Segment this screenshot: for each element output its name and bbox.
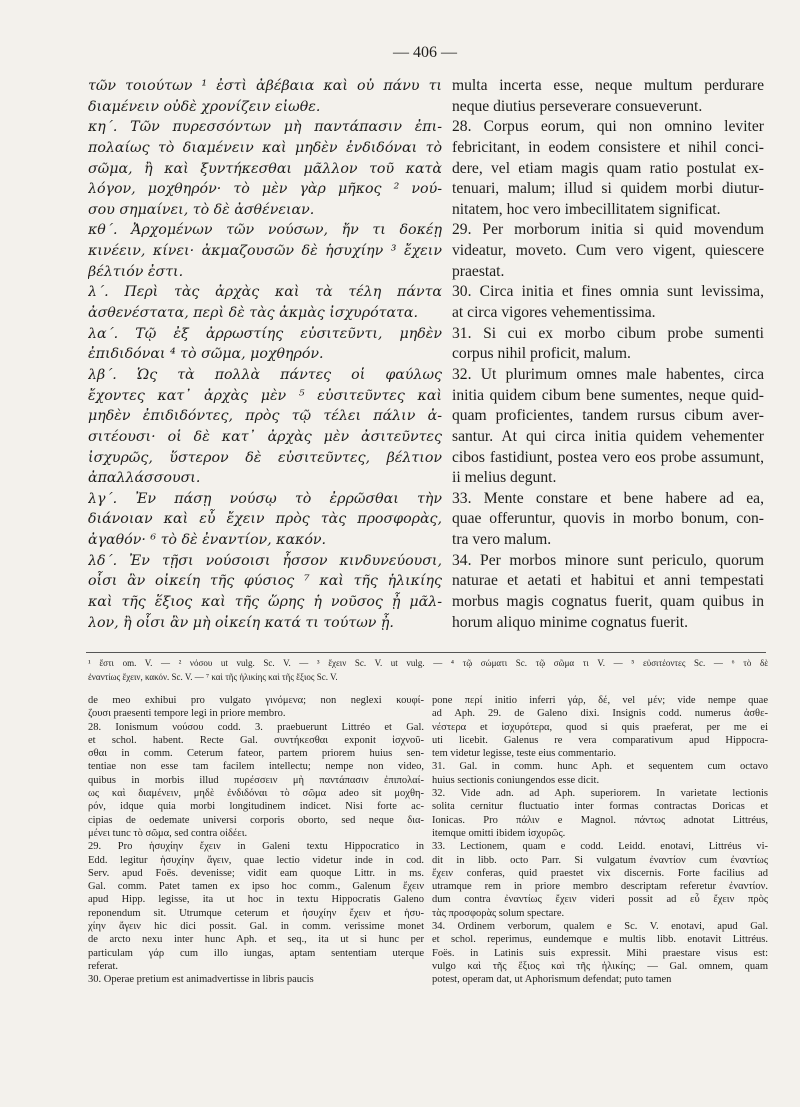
annotation-line: uti licebit. Galenus re vera comparativum apud Hippocra-: [432, 734, 768, 746]
greek-line: ἀσθενέστατα, περὶ δὲ τὰς ἀκμὰς ἰσχυρότατα.: [88, 305, 418, 322]
latin-line: neque diutius perseverare consueverunt.: [452, 97, 703, 115]
greek-line: λ΄. Περὶ τὰς ἀρχὰς καὶ τὰ τέλη πάντα: [88, 284, 442, 301]
latin-line: videatur, moveto. Cum vero vigent, quiescere: [452, 242, 764, 260]
latin-line: ii melius degunt.: [452, 469, 557, 487]
latin-line: quam proficientes, tandem rursus cibum aver-: [452, 407, 764, 425]
annotation-line: 34. Ordinem verborum, qualem e Sc. V. enotavi, apud Gal.: [432, 921, 768, 933]
greek-line: λα΄. Τῷ ἐξ ἀρρωστίης εὐσιτεῦντι, μηδὲν: [88, 325, 442, 342]
annotations-right-column: [432, 694, 768, 1014]
latin-line: morbus magis cognatus fuerit, quam quibus in: [452, 593, 764, 611]
latin-line: praestat.: [452, 262, 505, 280]
annotation-line: ζουσι praesenti tempore legi in priore membro.: [88, 708, 286, 720]
annotation-line: reponendum sit. Utrumque ceterum et ἡσυχίην ἔχειν et ἡσυ-: [88, 907, 424, 919]
footnote-line: ἐναντίως ἔχειν, κακόν. Sc. V. — ⁷ καὶ τῆς ἡλικίης καὶ τῆς ἕξιος Sc. V.: [88, 672, 338, 682]
latin-line: corpus nihil proficit, malum.: [452, 345, 631, 363]
latin-line: 30. Circa initia et fines omnia sunt levissima,: [452, 283, 764, 301]
latin-line: 33. Mente constare et bene habere ad ea,: [452, 489, 764, 507]
annotation-line: 30. Operae pretium est animadvertisse in libris paucis: [88, 974, 314, 986]
annotation-line: χίην ἄγειν hic dici possit. Gal. in comm. verissime monet: [88, 921, 424, 933]
latin-line: initia quidem cibum bene sumentes, neque quid-: [452, 386, 764, 404]
annotation-line: ως καὶ διαμένειν, μηδὲ ἐνδιδόναι τὸ σῶμα adeo sit μοχθη-: [88, 788, 424, 800]
annotation-line: solita cernitur fluctuatio inter formas contractas Doricas et: [432, 801, 768, 813]
latin-line: 28. Corpus eorum, qui non omnino leviter: [452, 118, 764, 136]
greek-line: πολαίως τὸ διαμένειν καὶ μηδὲν ἐνδιδόναι τὸ: [88, 139, 442, 156]
annotation-line: vulgo καὶ τῆς ἕξιος καὶ τῆς ἡλικίης; — Gal. omnem, quam: [432, 960, 768, 972]
greek-line: σῶμα, ἢ καὶ ξυντήκεσθαι μᾶλλον τοῦ κατὰ: [88, 160, 442, 177]
footnotes: [88, 656, 768, 690]
greek-line: σιτέουσι· οἱ δὲ κατ᾽ ἀρχὰς μὲν ἀσιτεῦντες: [88, 428, 442, 445]
annotation-line: 33. Lectionem, quam e codd. Leidd. enotavi, Littréus vi-: [432, 841, 768, 853]
annotation-line: Ionicas. Pro πάλιν e Magnol. πάντως adnotat Littréus,: [432, 814, 768, 826]
annotation-line: νέστερα et ἰσχυρότερα, quod si quis praeferat, per me ei: [432, 721, 768, 733]
greek-line: λδ΄. Ἐν τῇσι νούσοισι ἧσσον κινδυνεύουσι,: [88, 552, 442, 569]
annotation-line: ad Aph. 29. de Galeno dixi. Insignis codd. numerus ἀσθε-: [432, 708, 768, 720]
footnote-divider: [86, 652, 766, 653]
annotation-line: tentiae non esse tam facilem intellectu; nempe non video,: [88, 761, 424, 773]
annotation-line: Foës. in Latinis suis expressit. Mihi praestare visus est:: [432, 947, 768, 959]
annotation-line: particulam γάρ cum illo iungas, aptam sententiam uterque: [88, 947, 424, 959]
annotation-line: ρόν, idque quia morbi longitudinem indicet. Nisi forte ac-: [88, 801, 424, 813]
greek-line: λγ΄. Ἐν πάσῃ νούσῳ τὸ ἐρρῶσθαι τὴν: [88, 490, 442, 507]
greek-line: μηδὲν ἐπιδιδόντες, πρὸς τῷ τέλει πάλιν ἀ-: [88, 408, 442, 425]
annotation-line: 29. Pro ἡσυχίην ἔχειν in Galeni textu Hippocratico in: [88, 841, 424, 853]
annotation-line: Edd. legitur ἡσυχίην ἄγειν, quae lectio videtur inde in cod.: [88, 854, 424, 866]
footnote-line: ¹ ἔστι om. V. — ² νόσου ut vulg. Sc. V. — ³ ἔχειν Sc. V. ut vulg. — ⁴ τῷ σώματι Sc. τῷ σῶμα τι V. — ⁵ εὐσιτέοντες Sc. — ⁶ τὸ δὲ: [88, 658, 768, 668]
greek-line: ἀπαλλάσσουσι.: [88, 470, 201, 487]
annotation-line: μένει tunc τὸ σῶμα, sed contra οἰδέει.: [88, 827, 248, 839]
latin-line: horum aliquo minime cognatus fuerit.: [452, 613, 689, 631]
latin-line: at circa vigores vehementissima.: [452, 304, 656, 322]
annotation-line: 31. Gal. in comm. hunc Aph. et sequentem cum octavo: [432, 761, 768, 773]
greek-text-column: [88, 76, 442, 648]
latin-line: multa incerta esse, neque multum perdurare: [452, 77, 764, 94]
annotation-line: quibus in morbis illud πυρέσσειν μὴ παντάπασιν ἐπιπολαί-: [88, 774, 424, 786]
annotation-line: σθαι in comm. Ceterum fateor, partem priorem huius sen-: [88, 748, 424, 760]
greek-line: διαμένειν οὐδὲ χρονίζειν εἰωθε.: [88, 98, 321, 115]
latin-line: 31. Si cui ex morbo cibum probe sumenti: [452, 324, 764, 342]
annotation-line: de meo exhibui pro vulgato γινόμενα; non neglexi κουφί-: [88, 695, 424, 706]
greek-line: σου σημαίνει, τὸ δὲ ἀσθένειαν.: [88, 201, 315, 218]
latin-line: tra vero malum.: [452, 531, 552, 549]
greek-line: ἐπιδιδόναι ⁴ τὸ σῶμα, μοχθηρόν.: [88, 346, 324, 363]
annotation-line: tem videtur legisse, teste eius commentario.: [432, 748, 616, 760]
greek-line: κθ΄. Ἀρχομένων τῶν νούσων, ἤν τι δοκέῃ: [88, 222, 442, 239]
greek-line: κινέειν, κίνει· ἀκμαζουσῶν δὲ ἡσυχίην ³ ἔχειν: [88, 243, 442, 260]
latin-line: naturae et aetati et habitui et anni tempestati: [452, 572, 764, 590]
annotation-line: huius sectionis coniungendos esse dicit.: [432, 774, 600, 786]
greek-line: λον, ἢ οἷσι ἂν μὴ οἰκείη κατά τι τούτων ᾖ.: [88, 614, 394, 631]
latin-line: dere, vel etiam magis quam ratio postulat ex-: [452, 159, 764, 177]
annotation-line: apud Hipp. legisse, ita ut hoc in textu Hippocratis Galeno: [88, 894, 424, 906]
latin-line: cibos fastidiunt, postea vero eos probe assumunt,: [452, 448, 764, 466]
greek-line: ἰσχυρῶς, ὕστερον δὲ εὐσιτεῦντες, βέλτιον: [88, 449, 442, 466]
annotation-line: 28. Ionismum νούσου codd. 3. praebuerunt Littréo et Gal.: [88, 721, 424, 733]
annotation-line: cipias de oedemate universi corporis oborto, sed neque δια-: [88, 814, 424, 826]
greek-line: καὶ τῆς ἕξιος καὶ τῆς ὥρης ἡ νοῦσος ᾖ μᾶλ-: [88, 594, 442, 611]
annotation-line: itemque omitti ibidem ἰσχυρῶς.: [432, 827, 566, 839]
latin-line: 32. Ut plurimum omnes male habentes, circa: [452, 365, 764, 383]
page-number: — 406 —: [393, 44, 457, 61]
annotation-line: referat.: [88, 960, 119, 972]
latin-line: santur. At qui circa initia quidem vehementer: [452, 427, 764, 445]
annotation-line: de arcto nexu inter hunc Aph. et seq., ita ut si hunc per: [88, 934, 424, 946]
latin-line: 34. Per morbos minore sunt periculo, quorum: [452, 551, 764, 569]
annotation-line: 32. Vide adn. ad Aph. superiorem. In varietate lectionis: [432, 788, 768, 800]
annotation-line: pone περί initio inferri γάρ, δέ, vel μέν; vide nempe quae: [432, 695, 768, 706]
latin-line: nitatem, hoc vero imbecillitatem significat.: [452, 200, 721, 218]
greek-line: λόγον, μοχθηρόν· τὸ μὲν γὰρ μῆκος ² νού-: [88, 181, 442, 198]
annotation-line: et schol. habent. Recte Gal. συντήκεσθαι exponit ἰσχνοῦ-: [88, 734, 424, 746]
greek-line: τῶν τοιούτων ¹ ἐστὶ ἀβέβαια καὶ οὐ πάνυ τι: [88, 78, 442, 94]
latin-text-column: [452, 76, 764, 648]
greek-line: ἀγαθόν· ⁶ τὸ δὲ ἐναντίον, κακόν.: [88, 532, 327, 549]
annotation-line: ἔχειν conferas, quid praestet vix discernis. Forte facilius ad: [432, 867, 768, 879]
greek-line: λβ΄. Ὡς τὰ πολλὰ πάντες οἱ φαύλως: [88, 366, 442, 383]
annotation-line: potest, operam dat, ut Aphorismum defendat; puto tamen: [432, 974, 672, 986]
annotation-line: Gal. comm. Patet tamen ex ipso hoc comm., Galenum ἔχειν: [88, 881, 424, 893]
annotations-left-column: [88, 694, 424, 1014]
latin-line: 29. Per morborum initia si quid movendum: [452, 221, 764, 239]
annotation-line: τὰς προσφορὰς solum spectare.: [432, 907, 565, 919]
greek-line: διάνοιαν καὶ εὖ ἔχειν πρὸς τὰς προσφορὰς,: [88, 511, 442, 528]
latin-line: quae offeruntur, quovis in morbo bonum, con-: [452, 510, 764, 528]
greek-line: κη΄. Τῶν πυρεσσόντων μὴ παντάπασιν ἐπι-: [88, 119, 442, 136]
annotation-line: dum contra ἐναντίως ἔχειν videri possit ad εὖ ἔχειν πρὸς: [432, 894, 768, 906]
annotation-line: utramque rem in priore membro descriptam referetur ἐναντίον.: [432, 881, 768, 893]
annotation-line: Serv. apud Foës. devenisse; vidit eam quoque Littr. in ms.: [88, 867, 424, 879]
greek-line: βέλτιόν ἐστι.: [88, 263, 184, 280]
annotation-line: et schol. reperimus, eundemque e multis libb. enotavit Littréus.: [432, 934, 768, 946]
greek-line: οἷσι ἂν οἰκείη τῆς φύσιος ⁷ καὶ τῆς ἡλικίης: [88, 573, 442, 590]
annotation-line: dit in libb. octo Parr. Si vulgatum ἐναντίον cum ἐναντίως: [432, 854, 768, 866]
latin-line: febricitant, in eodem consistere et nihil conci-: [452, 138, 764, 156]
latin-line: tenuari, malum; illud si quidem morbi diutur-: [452, 180, 764, 198]
greek-line: ἔχοντες κατ᾽ ἀρχὰς μὲν ⁵ εὐσιτεῦντες καὶ: [88, 387, 442, 404]
